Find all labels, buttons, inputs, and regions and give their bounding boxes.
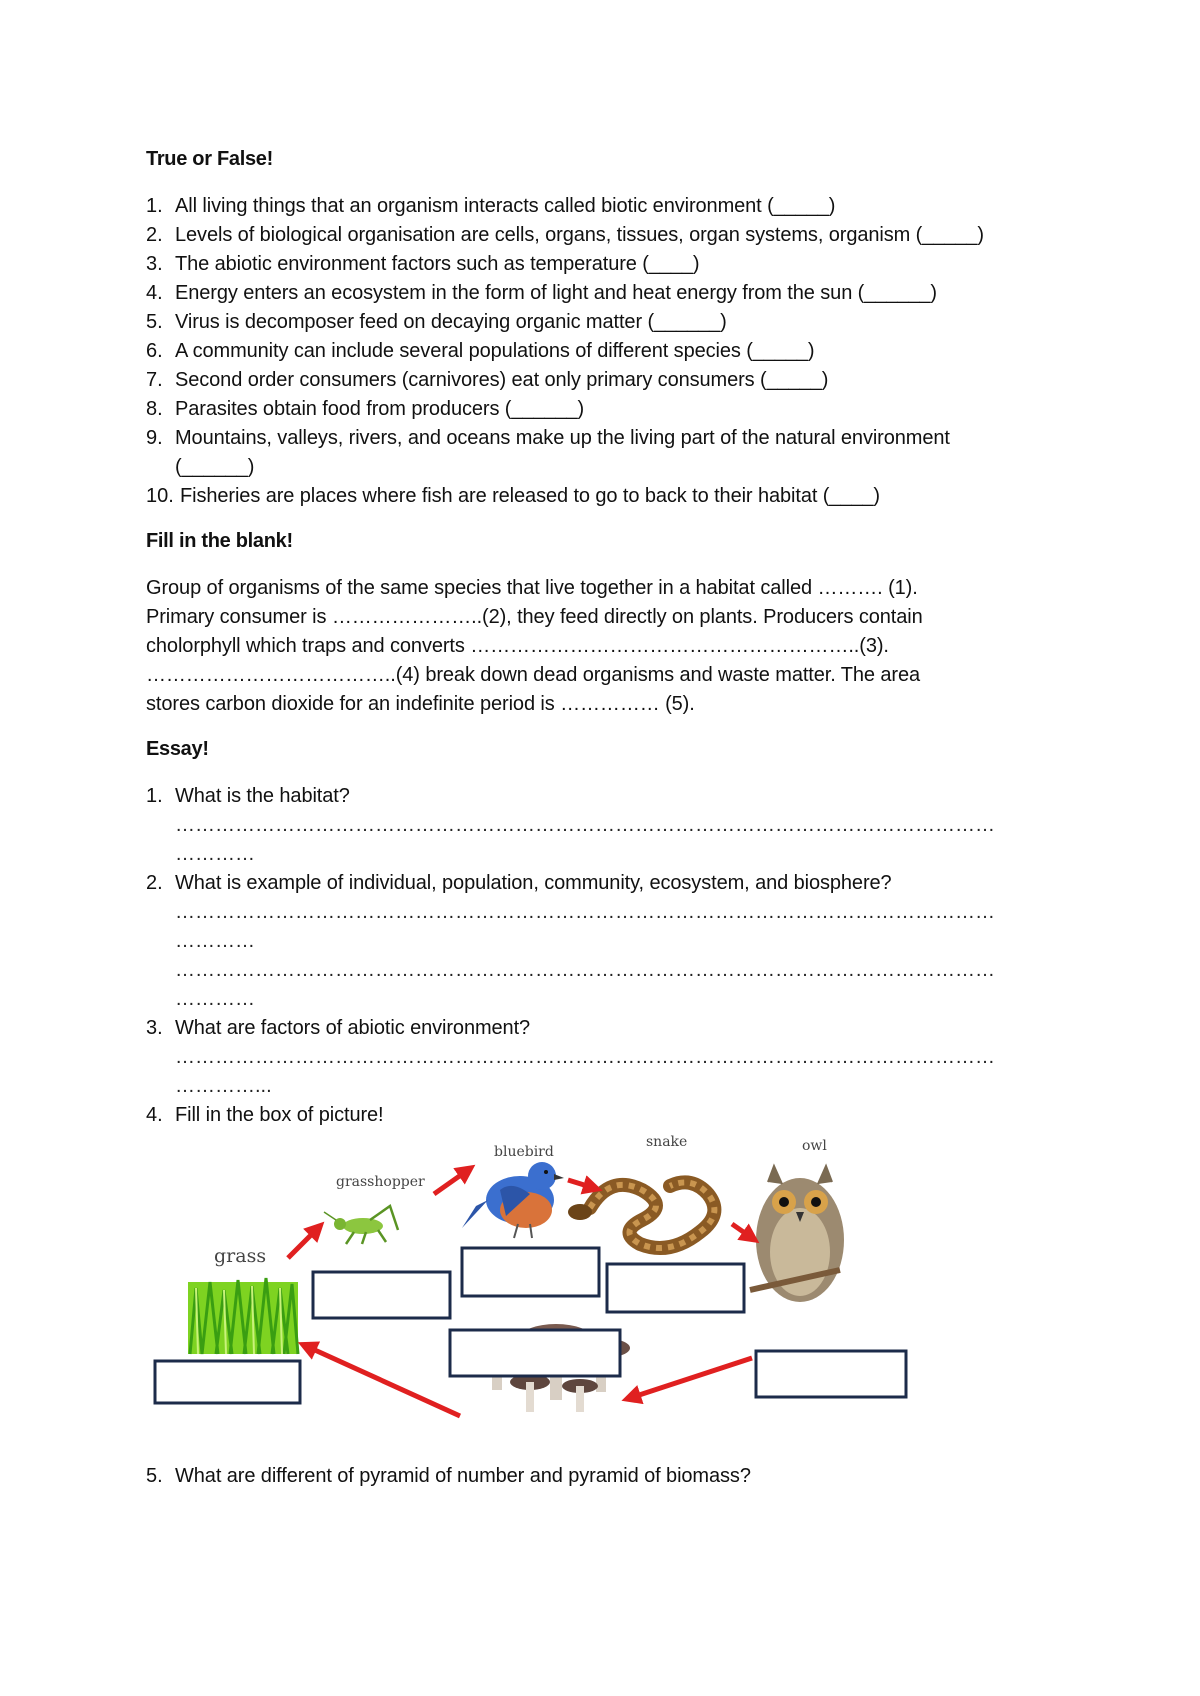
arrow-grasshopper-to-bluebird bbox=[434, 1170, 468, 1194]
essay-q4-text: Fill in the box of picture! bbox=[175, 1104, 384, 1126]
tf-item-6: A community can include several populations of different species (_____) bbox=[175, 340, 815, 362]
tf-item-8: Parasites obtain food from producers (______) bbox=[175, 398, 585, 420]
tf-item-9: Mountains, valleys, rivers, and oceans make up the living part of the natural environment bbox=[175, 427, 950, 449]
essay-q1-answer-line: …………………………………………………………………………………………………………… bbox=[175, 814, 995, 836]
essay-num-3: 3. bbox=[146, 1017, 163, 1039]
essay-num-5: 5. bbox=[146, 1465, 163, 1487]
answer-box-decomposer[interactable] bbox=[450, 1330, 620, 1376]
tf-item-7: Second order consumers (carnivores) eat only primary consumers (_____) bbox=[175, 369, 829, 391]
tf-num-9: 9. bbox=[146, 427, 163, 449]
essay-q3-text: What are factors of abiotic environment? bbox=[175, 1017, 531, 1039]
tf-item-4: Energy enters an ecosystem in the form of light and heat energy from the sun (______) bbox=[175, 282, 937, 304]
arrow-snake-to-owl bbox=[732, 1224, 752, 1238]
essay-q1-text: What is the habitat? bbox=[175, 785, 350, 807]
tf-item-3: The abiotic environment factors such as temperature (____) bbox=[175, 253, 700, 275]
arrow-decomposer-to-grass bbox=[306, 1346, 460, 1416]
snake-label: snake bbox=[646, 1134, 688, 1150]
essay-q2-answer-line-1: …………………………………………………………………………………………………………… bbox=[175, 901, 995, 923]
essay-q5-text: What are different of pyramid of number and pyramid of biomass? bbox=[175, 1465, 751, 1487]
answer-box-snake[interactable] bbox=[607, 1264, 744, 1312]
fill-blank-line-1: Group of organisms of the same species that live together in a habitat called ………. (1). bbox=[146, 577, 918, 599]
essay-num-1: 1. bbox=[146, 785, 163, 807]
grasshopper-picture bbox=[324, 1206, 398, 1244]
snake-picture bbox=[568, 1182, 714, 1248]
tf-num-5: 5. bbox=[146, 311, 163, 333]
essay-q3-answer-tail: …………... bbox=[175, 1075, 272, 1097]
food-web-diagram bbox=[140, 1120, 920, 1450]
essay-heading: Essay! bbox=[146, 738, 209, 760]
arrow-owl-to-decomposer bbox=[630, 1358, 752, 1398]
answer-box-owl[interactable] bbox=[756, 1351, 906, 1397]
tf-num-7: 7. bbox=[146, 369, 163, 391]
essay-q3-answer-line: …………………………………………………………………………………………………………… bbox=[175, 1046, 995, 1068]
tf-num-10: 10. bbox=[146, 485, 174, 507]
tf-item-1: All living things that an organism interacts called biotic environment (_____) bbox=[175, 195, 836, 217]
essay-q2-answer-tail-2: ………… bbox=[175, 988, 255, 1010]
tf-item-2: Levels of biological organisation are cells, organs, tissues, organ systems, organism (_____) bbox=[175, 224, 984, 246]
fill-blank-line-3: cholorphyll which traps and converts …………………………………………………..(3). bbox=[146, 635, 889, 657]
arrow-grass-to-grasshopper bbox=[288, 1228, 318, 1258]
fill-blank-line-4: ………………………………..(4) break down dead organisms and waste matter. The area bbox=[146, 664, 921, 686]
owl-picture bbox=[750, 1166, 844, 1302]
essay-q2-answer-tail-1: ………… bbox=[175, 930, 255, 952]
tf-item-9-continued: (______) bbox=[175, 456, 255, 478]
essay-num-2: 2. bbox=[146, 872, 163, 894]
tf-num-8: 8. bbox=[146, 398, 163, 420]
answer-box-grass[interactable] bbox=[155, 1361, 300, 1403]
essay-q1-answer-tail: ………… bbox=[175, 843, 255, 865]
tf-num-2: 2. bbox=[146, 224, 163, 246]
essay-q2-text: What is example of individual, population, community, ecosystem, and biosphere? bbox=[175, 872, 892, 894]
owl-label: owl bbox=[802, 1138, 827, 1154]
true-false-heading: True or False! bbox=[146, 148, 273, 170]
fill-blank-line-2: Primary consumer is …………………..(2), they feed directly on plants. Producers contain bbox=[146, 606, 923, 628]
essay-num-4: 4. bbox=[146, 1104, 163, 1126]
answer-box-bluebird[interactable] bbox=[462, 1248, 599, 1296]
fill-blank-line-5: stores carbon dioxide for an indefinite period is …………… (5). bbox=[146, 693, 695, 715]
essay-q2-answer-line-2: …………………………………………………………………………………………………………… bbox=[175, 959, 995, 981]
tf-item-10: Fisheries are places where fish are released to go to back to their habitat (____) bbox=[180, 485, 880, 507]
tf-num-1: 1. bbox=[146, 195, 163, 217]
answer-box-grasshopper[interactable] bbox=[313, 1272, 450, 1318]
bluebird-picture bbox=[462, 1162, 564, 1238]
bluebird-label: bluebird bbox=[494, 1144, 554, 1160]
tf-item-5: Virus is decomposer feed on decaying organic matter (______) bbox=[175, 311, 727, 333]
tf-num-6: 6. bbox=[146, 340, 163, 362]
grass-picture bbox=[188, 1278, 298, 1354]
tf-num-4: 4. bbox=[146, 282, 163, 304]
tf-num-3: 3. bbox=[146, 253, 163, 275]
grass-label: grass bbox=[214, 1245, 267, 1267]
fill-blank-heading: Fill in the blank! bbox=[146, 530, 293, 552]
arrow-bluebird-to-snake bbox=[568, 1180, 594, 1188]
grasshopper-label: grasshopper bbox=[336, 1174, 425, 1190]
